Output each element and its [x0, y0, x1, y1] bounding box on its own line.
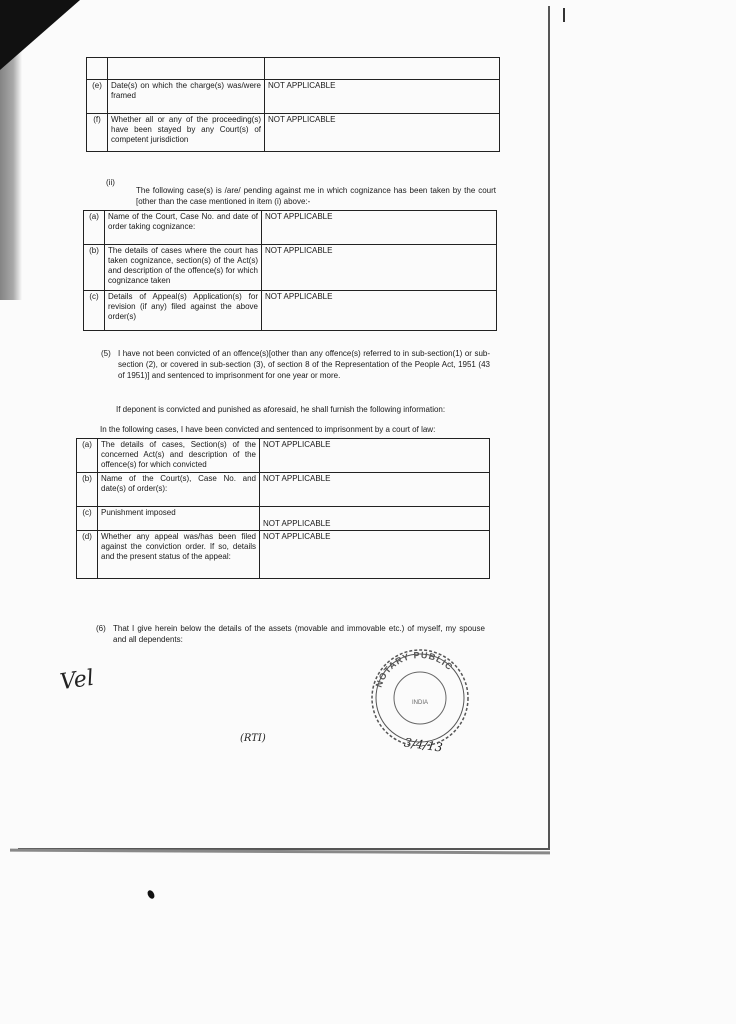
svg-text:NOTARY PUBLIC [374, 650, 456, 689]
section-5-text: I have not been convicted of an offence(s)[other than any offence(s) referred to in sub-section(1) or sub-section (2), or covered in sub-section (3), of section 8 of the Representation of the People Act, 1951 (43 of 1951)] and sentenced to imprisonment for one year or more. [118, 349, 490, 380]
handwritten-date: 3/4/13 [403, 735, 444, 755]
row-value: NOT APPLICABLE [262, 291, 497, 331]
section-5-note: If deponent is convicted and punished as aforesaid, he shall furnish the following information: [116, 405, 446, 414]
table-row [84, 245, 497, 291]
row-value: NOT APPLICABLE [260, 531, 490, 579]
scan-mark [563, 8, 565, 22]
row-description: Punishment imposed [98, 507, 260, 531]
stamp-inner-text: INDIA [411, 700, 429, 706]
row-description: The details of cases where the court has taken cognizance, section(s) of the Act(s) and description of the offence(s) for which cognizance taken [105, 245, 262, 291]
table-row [87, 80, 500, 114]
row-description: Name of the Court(s), Case No. and date(s) of order(s): [98, 473, 260, 507]
row-label: (d) [77, 531, 98, 579]
section-6-text: That I give herein below the details of the assets (movable and immovable etc.) of myself, my spouse and all dependents: [113, 624, 485, 644]
row-value: NOT APPLICABLE [265, 114, 500, 152]
row-label: (b) [77, 473, 98, 507]
section-ii-text: The following case(s) is /are/ pending against me in which cognizance has been taken by the court [other than the case mentioned in item (i) above:- [136, 186, 496, 206]
row-label: (b) [84, 245, 105, 291]
table-row [77, 473, 490, 507]
table-row [87, 114, 500, 152]
convictions-table [76, 438, 490, 579]
row-description: Date(s) on which the charge(s) was/were framed [108, 80, 265, 114]
section-5-intro: In the following cases, I have been convicted and sentenced to imprisonment by a court of law: [100, 425, 436, 434]
row-value: NOT APPLICABLE [262, 245, 497, 291]
charges-table [86, 57, 500, 152]
section-5-label: (5) [101, 349, 111, 358]
handwritten-note: (RTI) [240, 733, 266, 744]
section-6-label: (6) [96, 624, 106, 633]
row-value: NOT APPLICABLE [265, 80, 500, 114]
row-label [87, 58, 108, 80]
row-label: (a) [84, 211, 105, 245]
row-value: NOT APPLICABLE [260, 507, 490, 531]
row-label: (c) [84, 291, 105, 331]
table-row [77, 531, 490, 579]
row-description: Whether any appeal was/has been filed against the conviction order. If so, details and the present status of the appeal: [98, 531, 260, 579]
row-value: NOT APPLICABLE [262, 211, 497, 245]
row-label: (a) [77, 439, 98, 473]
table-row [84, 211, 497, 245]
table-row [77, 507, 490, 531]
stamp-text: NOTARY PUBLIC [373, 649, 456, 689]
row-value [265, 58, 500, 80]
row-description: Name of the Court, Case No. and date of order taking cognizance: [105, 211, 262, 245]
row-description: Whether all or any of the proceeding(s) have been stayed by any Court(s) of competent jurisdiction [108, 114, 265, 152]
table-row [84, 291, 497, 331]
notary-stamp [366, 646, 474, 746]
table-row [77, 439, 490, 473]
signature: Vel [58, 665, 96, 696]
row-label: (f) [87, 114, 108, 152]
pending-cases-table [83, 210, 497, 331]
row-label: (e) [87, 80, 108, 114]
row-description: Details of Appeal(s) Application(s) for revision (if any) filed against the above order(s) [105, 291, 262, 331]
row-description: The details of cases, Section(s) of the concerned Act(s) and description of the offence(s) for which convicted [98, 439, 260, 473]
section-ii-label: (ii) [106, 178, 115, 187]
row-value: NOT APPLICABLE [260, 473, 490, 507]
ink-mark [146, 889, 156, 900]
row-description [108, 58, 265, 80]
row-label: (c) [77, 507, 98, 531]
row-value: NOT APPLICABLE [260, 439, 490, 473]
table-row [87, 58, 500, 80]
